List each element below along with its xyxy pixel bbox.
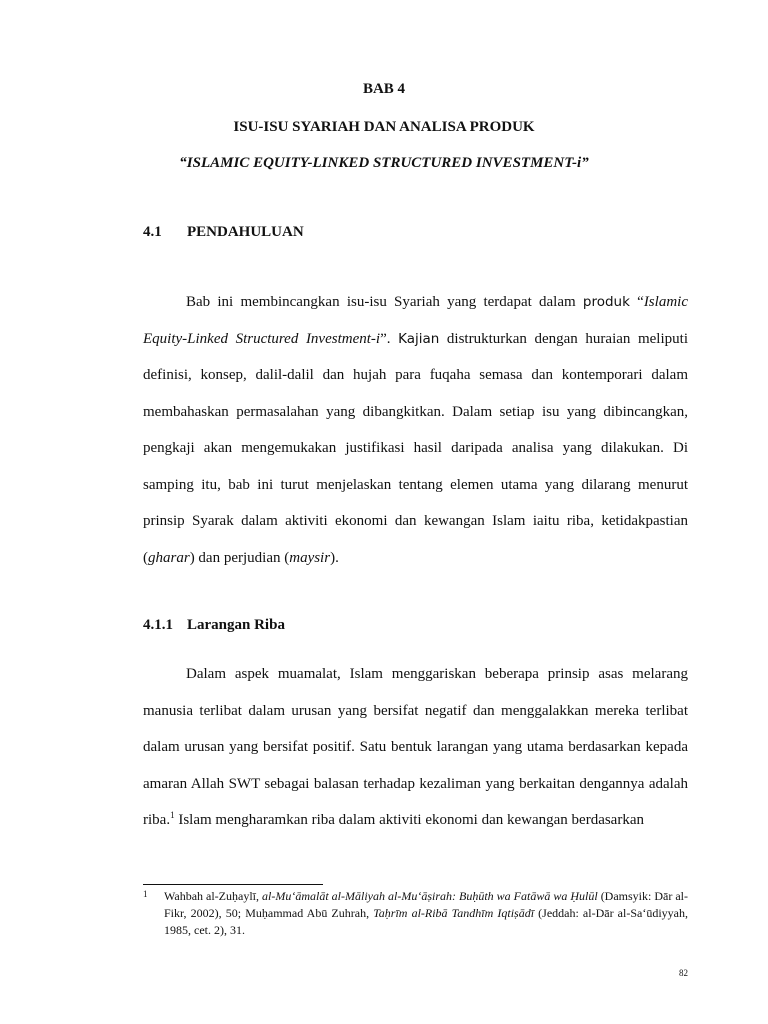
footnote-divider <box>143 884 323 885</box>
paragraph-text: produk <box>582 294 630 310</box>
chapter-subtitle: “ISLAMIC EQUITY-LINKED STRUCTURED INVESTMENT-i” <box>179 155 589 171</box>
section-number: 4.1.1 <box>143 617 173 633</box>
riba-paragraph <box>143 656 688 839</box>
term-maysir: maysir <box>289 549 331 566</box>
footnote-mark: 1 <box>143 889 148 899</box>
footnote-title-italic: al-Mu‘āmalāt al-Māliyah al-Mu‘āṣirah: Buḥūth wa Fatāwā wa Ḥulūl <box>262 889 598 903</box>
paragraph-text: ”. <box>380 330 399 347</box>
paragraph-text: Islam mengharamkan riba dalam aktiviti ekonomi dan kewangan berdasarkan <box>174 812 644 828</box>
paragraph-text: Kajian <box>398 330 440 347</box>
footnote-segment: (Jeddah: al-Dār al-Sa‘ūdiyyah, 1985, cet. 2), 31. <box>164 906 688 937</box>
footnote-reference[interactable]: 1 <box>170 810 175 820</box>
section-number: 4.1 <box>143 224 162 240</box>
paragraph-text: ). <box>330 549 339 566</box>
paragraph-text: ) dan perjudian ( <box>189 549 290 566</box>
footnote-title-italic: Taḥrīm al-Ribā Tandhīm Iqtiṣādī <box>373 906 535 920</box>
introduction-paragraph <box>143 284 688 576</box>
chapter-label: BAB 4 <box>362 81 406 97</box>
paragraph-text: “ <box>629 294 644 310</box>
section-heading-4-1 <box>143 224 304 241</box>
page-number: 82 <box>679 968 688 978</box>
paragraph-text: distrukturkan dengan huraian meliputi definisi, konsep, dalil-dalil dan hujah para fuqaha semasa dan kontemporari dalam membahaskan permasalahan yang dibangkitkan. Dalam setiap isu yang dibincangkan, pengkaji akan mengemukakan justifikasi hasil daripada analisa yang dilakukan. Di samping itu, bab ini turut menjelaskan tentang elemen utama yang dilarang menurut prinsip Syarak dalam aktiviti ekonomi dan kewangan Islam iaitu riba, ketidakpastian ( <box>143 330 688 566</box>
chapter-title: ISU-ISU SYARIAH DAN ANALISA PRODUK <box>233 119 535 135</box>
footnote-segment: (Damsyik: Dār al-Fikr, 2002), 50; Muḥammad Abū Zuhrah, <box>164 889 689 920</box>
footnote <box>143 888 688 939</box>
paragraph-text: Dalam aspek muamalat, Islam menggariskan beberapa prinsip asas melarang manusia terlibat dalam urusan yang bersifat negatif dan menggalakkan mereka terlibat dalam urusan yang bersifat positif. Satu bentuk larangan yang utama berdasarkan kepada amaran Allah SWT sebagai balasan terhadap kezaliman yang berkaitan dengannya adalah riba. <box>143 666 688 828</box>
term-gharar: gharar <box>148 549 190 566</box>
footnote-text <box>164 888 688 939</box>
paragraph-text: Bab ini membincangkan isu-isu Syariah yang terdapat dalam <box>186 294 583 310</box>
product-name-italic: Islamic Equity-Linked Structured Investment-i <box>143 294 688 347</box>
section-heading-4-1-1 <box>143 617 285 634</box>
section-title: PENDAHULUAN <box>187 224 304 240</box>
footnote-segment: Wahbah al-Zuḥaylī, <box>164 889 263 903</box>
section-title: Larangan Riba <box>187 617 285 633</box>
